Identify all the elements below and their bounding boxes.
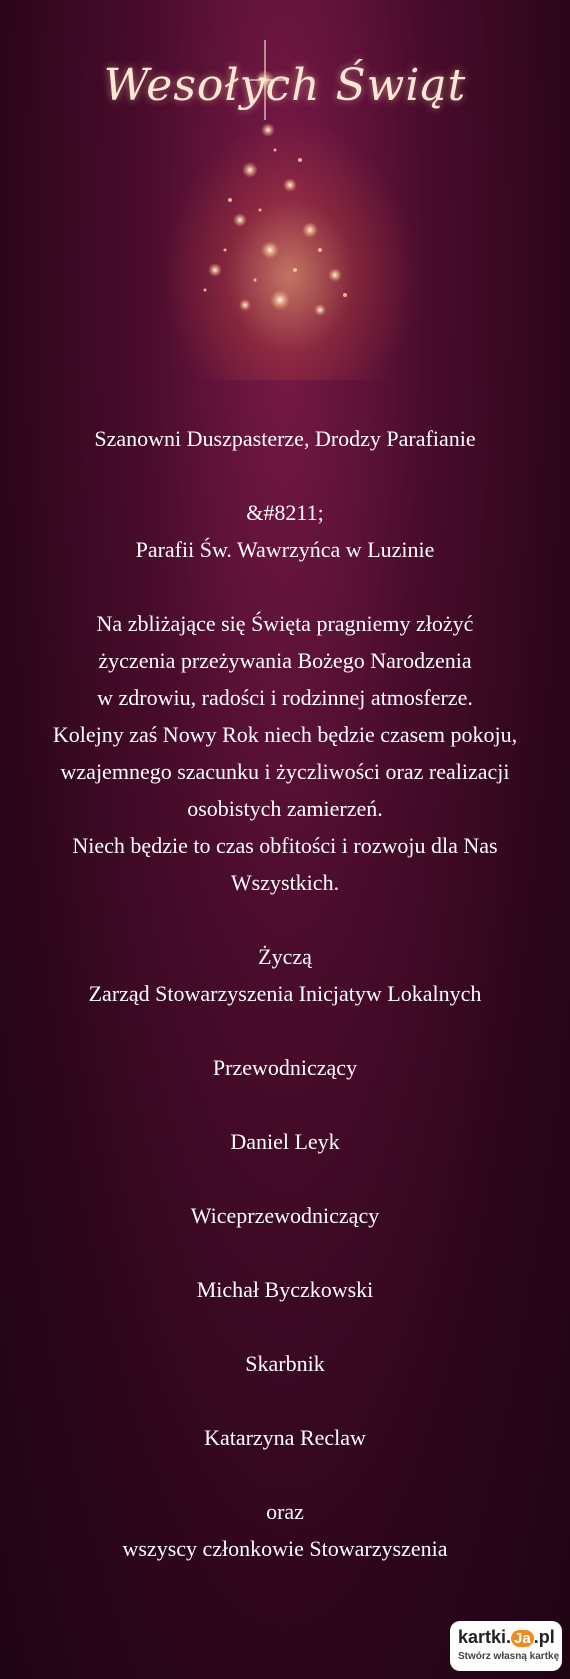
greeting-line: wszyscy członkowie Stowarzyszenia (122, 1536, 448, 1561)
greeting-line: Kolejny zaś Nowy Rok niech będzie czasem pokoju, (52, 722, 518, 747)
greeting-line: Skarbnik (245, 1351, 325, 1376)
greeting-line: wzajemnego szacunku i życzliwości oraz realizacji (60, 759, 510, 784)
greeting-line: Życzą (258, 944, 312, 969)
line-spacer (20, 1234, 550, 1271)
logo-brand (458, 1627, 555, 1648)
line-spacer (20, 457, 550, 494)
line-spacer (20, 568, 550, 605)
line-spacer (20, 901, 550, 938)
greeting-line: Na zbliżające się Święta pragniemy złożyć (96, 611, 474, 636)
line-spacer (20, 1160, 550, 1197)
greeting-line: osobistych zamierzeń. (187, 796, 383, 821)
line-spacer (20, 1012, 550, 1049)
greeting-line: życzenia przeżywania Bożego Narodzenia (98, 648, 472, 673)
line-spacer (20, 1456, 550, 1493)
logo-brand-prefix: kartki. (458, 1627, 512, 1647)
greeting-line: oraz (266, 1499, 304, 1524)
greeting-line: w zdrowiu, radości i rodzinnej atmosferze. (97, 685, 473, 710)
greeting-line: Daniel Leyk (230, 1129, 340, 1154)
greeting-line: Wszystkich. (230, 870, 340, 895)
logo-brand-badge: Ja (511, 1630, 534, 1647)
greeting-line: Zarząd Stowarzyszenia Inicjatyw Lokalnych (88, 981, 482, 1006)
greeting-line: Niech będzie to czas obfitości i rozwoju dla Nas (72, 833, 498, 858)
greeting-text (20, 420, 550, 1567)
greeting-line: Wiceprzewodniczący (190, 1203, 380, 1228)
greeting-line: Katarzyna Reclaw (204, 1425, 366, 1450)
greeting-line: Szanowni Duszpasterze, Drodzy Parafianie (94, 426, 476, 451)
greeting-line: &#8211; (246, 500, 324, 525)
greeting-line: Parafii Św. Wawrzyńca w Luzinie (135, 537, 435, 562)
greeting-line: Michał Byczkowski (196, 1277, 374, 1302)
line-spacer (20, 1308, 550, 1345)
card-title: Wesołych Świąt (103, 60, 467, 111)
greeting-line: Przewodniczący (212, 1055, 358, 1080)
kartki-logo[interactable] (450, 1621, 562, 1671)
logo-brand-suffix: .pl (533, 1627, 555, 1647)
line-spacer (20, 1086, 550, 1123)
logo-tagline: Stwórz własną kartkę (458, 1651, 560, 1662)
line-spacer (20, 1382, 550, 1419)
